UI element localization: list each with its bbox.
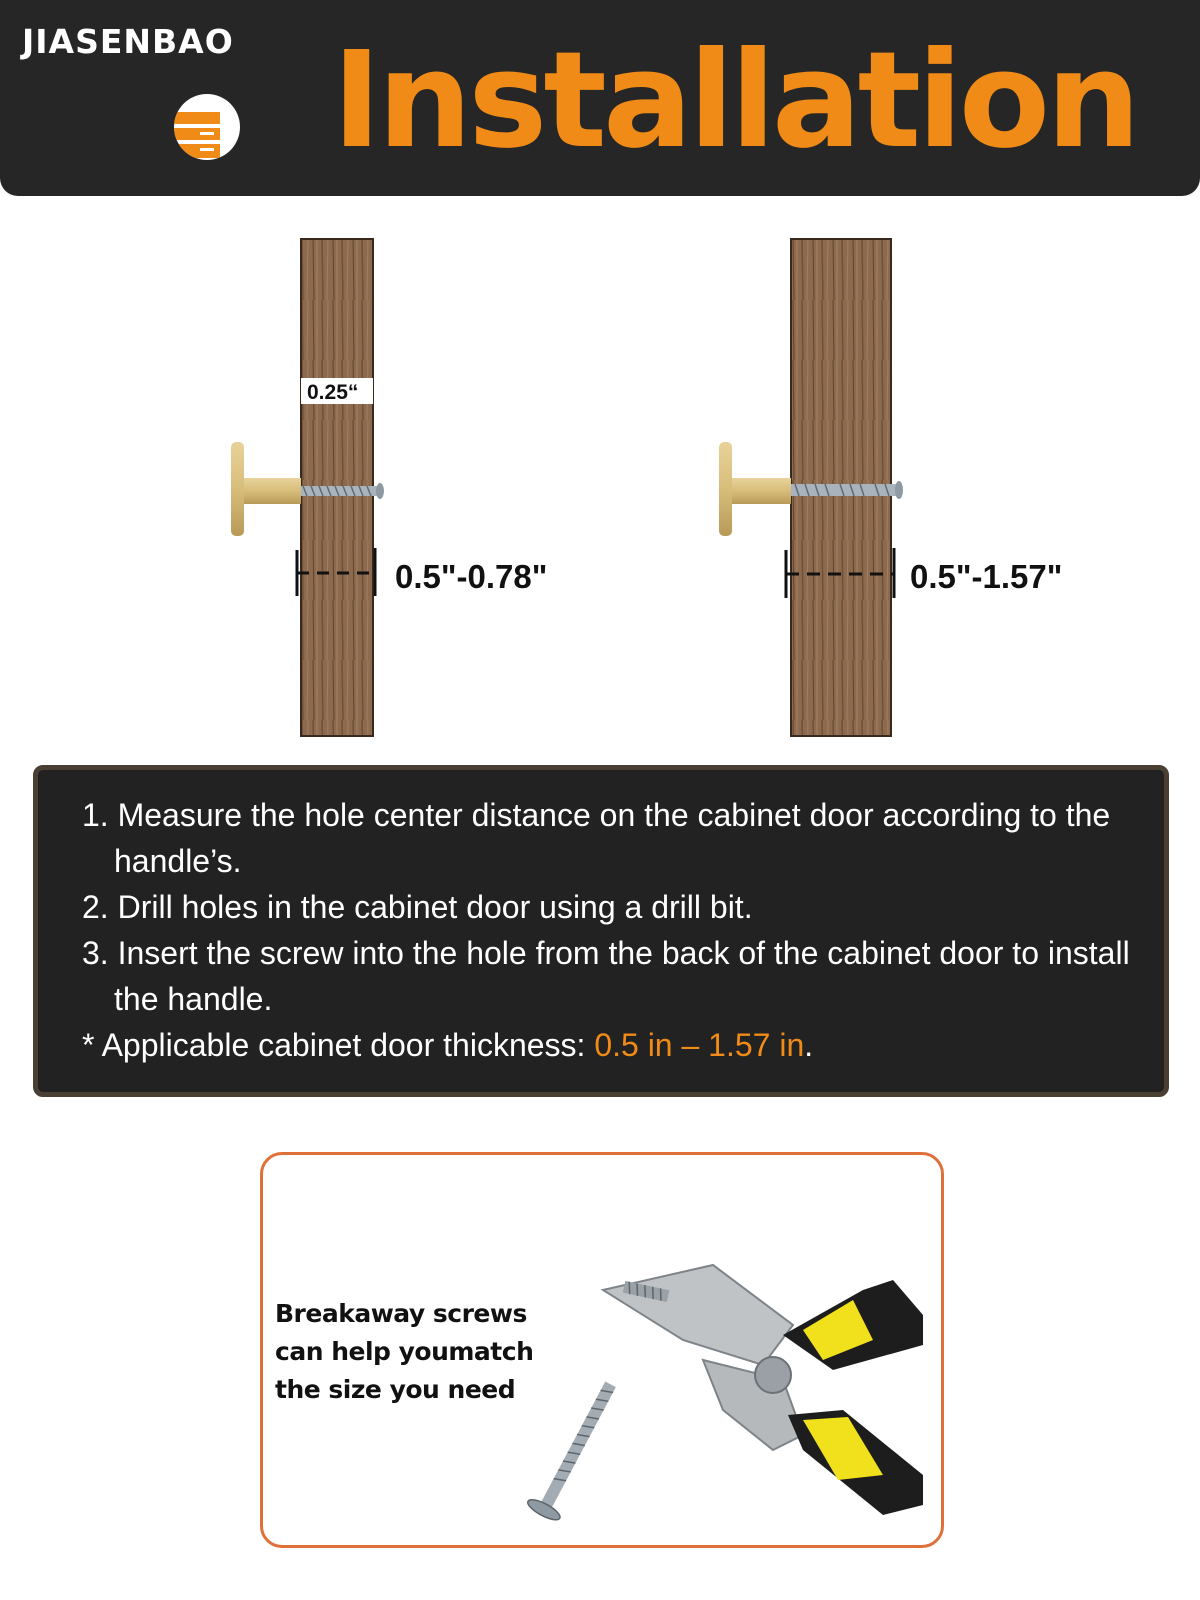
tip-line: the size you need bbox=[275, 1375, 516, 1404]
screw-length-label: 0.25“ bbox=[307, 381, 359, 404]
installation-diagrams bbox=[0, 0, 1200, 760]
instructions-list bbox=[82, 792, 1152, 1068]
page-title: Installation bbox=[332, 24, 1137, 178]
pliers-icon bbox=[603, 1265, 923, 1515]
tip-line: Breakaway screws bbox=[275, 1299, 527, 1328]
knob-icon bbox=[719, 442, 791, 536]
note-prefix: * Applicable cabinet door thickness: bbox=[82, 1027, 595, 1063]
breakaway-screw-icon bbox=[525, 1376, 626, 1524]
note-suffix: . bbox=[804, 1027, 814, 1063]
diagram-thin-door bbox=[231, 239, 547, 736]
thickness-range-label: 0.5"-1.57" bbox=[910, 558, 1063, 595]
thickness-range-label: 0.5"-0.78" bbox=[395, 558, 548, 595]
thickness-note bbox=[82, 1022, 1152, 1068]
step-item: 2. Drill holes in the cabinet door using a drill bit. bbox=[82, 889, 753, 925]
knob-icon bbox=[231, 442, 301, 536]
note-value: 0.5 in – 1.57 in bbox=[594, 1027, 805, 1063]
instructions-panel bbox=[33, 765, 1169, 1097]
tip-line: can help youmatch bbox=[275, 1337, 534, 1366]
step-item: 3. Insert the screw into the hole from the back of the cabinet door to install the handle. bbox=[82, 935, 1130, 1017]
breakaway-tip-card bbox=[260, 1152, 944, 1548]
tools-illustration bbox=[503, 1235, 943, 1535]
brand-logo-text: JIASENBAO bbox=[22, 22, 234, 61]
step-item: 1. Measure the hole center distance on the cabinet door according to the handle’s. bbox=[82, 797, 1111, 879]
diagram-thick-door bbox=[719, 239, 1062, 736]
